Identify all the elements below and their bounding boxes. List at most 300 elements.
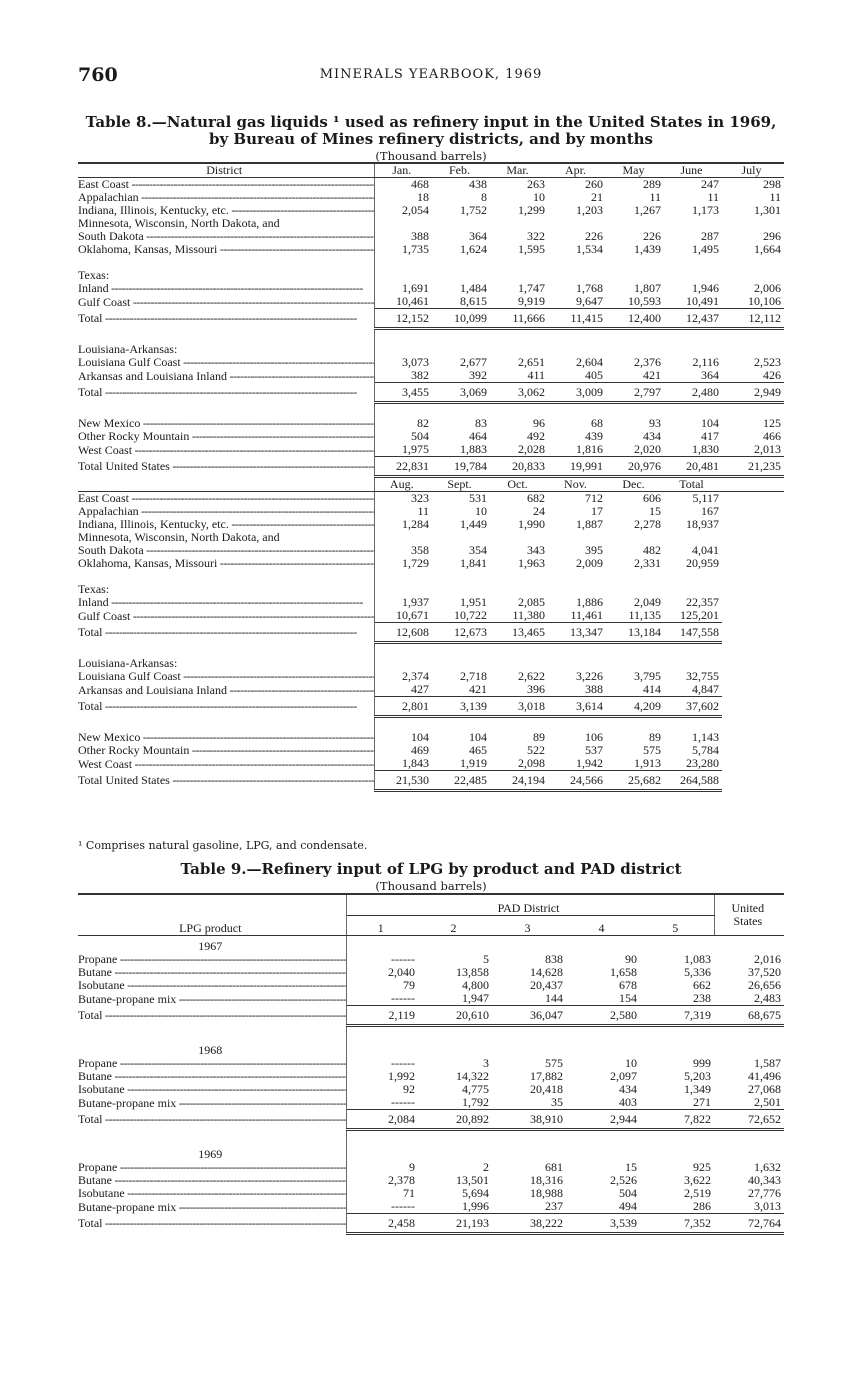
table-row	[78, 731, 784, 744]
spacer-cell	[432, 570, 490, 583]
empty-cell	[566, 1040, 640, 1057]
value-cell: 287	[701, 230, 719, 243]
value-cell: 1,299	[518, 204, 545, 217]
table-row	[78, 1057, 784, 1070]
spacer-row	[78, 570, 784, 583]
spacer-cell	[640, 1130, 714, 1145]
value-cell: 12,673	[432, 623, 490, 643]
value-cell: 9	[409, 1161, 415, 1174]
value-cell: 2,801	[374, 697, 432, 717]
spacer-cell	[722, 570, 784, 583]
value-cell: 382	[411, 369, 429, 382]
value-cell: 68	[591, 417, 603, 430]
empty-cell	[664, 217, 722, 230]
spacer-cell	[374, 643, 432, 658]
row-label: Inland -----	[78, 596, 363, 609]
total-row	[78, 1214, 784, 1234]
value-cell: 522	[527, 744, 545, 757]
value-cell: 681	[545, 1161, 563, 1174]
empty-cell	[722, 343, 784, 356]
row-label-cell	[78, 953, 346, 966]
spacer-cell	[722, 643, 784, 658]
value-cell: 1,484	[460, 282, 487, 295]
value-cell: 11,415	[548, 309, 606, 329]
empty-cell	[714, 1144, 784, 1161]
spacer-cell	[548, 570, 606, 583]
value-cell: 17	[591, 505, 603, 518]
value-cell: 1,658	[610, 966, 637, 979]
value-cell: 575	[545, 1057, 563, 1070]
value-cell: 10,106	[748, 295, 781, 308]
row-label-cell	[78, 771, 374, 791]
empty-cell	[490, 269, 548, 282]
empty-cell	[664, 343, 722, 356]
value-cell: 2,040	[388, 966, 415, 979]
spacer-cell	[722, 403, 784, 418]
district-number-header: 5	[640, 915, 714, 935]
value-cell: 3,539	[566, 1214, 640, 1234]
table-row	[78, 356, 784, 369]
row-label: Louisiana Gulf Coast -----	[78, 670, 374, 683]
value-cell: 38,910	[492, 1110, 566, 1130]
value-cell: 421	[643, 369, 661, 382]
value-cell: ------	[391, 1200, 415, 1213]
spacer-cell	[418, 1026, 492, 1041]
value-cell: 537	[585, 744, 603, 757]
value-cell: 2,604	[576, 356, 603, 369]
spacer-cell	[374, 570, 432, 583]
empty-cell	[606, 343, 664, 356]
spacer-cell	[432, 717, 490, 732]
table-row	[78, 430, 784, 443]
spacer-cell	[490, 570, 548, 583]
table-row	[78, 178, 784, 192]
value-cell: 466	[763, 430, 781, 443]
value-cell: 93	[649, 417, 661, 430]
value-cell: 11,461	[570, 609, 603, 622]
value-cell: 1,752	[460, 204, 487, 217]
total-row	[78, 309, 784, 329]
value-cell: 1,632	[754, 1161, 782, 1174]
spacer-cell	[346, 1130, 418, 1145]
table8-title-line1: Table 8.—Natural gas liquids ¹ used as refinery input in the United States in 1969,	[85, 113, 777, 131]
table-row	[78, 1161, 784, 1174]
value-cell: 12,437	[664, 309, 722, 329]
value-cell: 465	[469, 744, 487, 757]
spacer-cell	[490, 329, 548, 344]
row-label: Total -----	[78, 625, 357, 639]
row-label-cell	[78, 295, 374, 309]
value-cell: 2,278	[634, 518, 661, 531]
row-label: Minnesota, Wisconsin, North Dakota, and	[78, 217, 374, 230]
empty-cell	[606, 583, 664, 596]
month-header: Nov.	[548, 477, 606, 492]
value-cell: 7,319	[640, 1006, 714, 1026]
row-label-cell	[78, 518, 374, 531]
empty-cell	[346, 1040, 418, 1057]
spacer-cell	[432, 403, 490, 418]
value-cell: 3,226	[576, 670, 603, 683]
empty-cell	[432, 531, 490, 544]
value-cell: 72,652	[714, 1110, 784, 1130]
value-cell: 25,682	[606, 771, 664, 791]
spacer-cell	[664, 256, 722, 269]
row-label: Total United States -----	[78, 773, 374, 787]
empty-cell	[640, 1144, 714, 1161]
row-label-cell	[78, 204, 374, 217]
value-cell: 1,495	[692, 243, 719, 256]
table8-header-row-2	[78, 477, 784, 492]
pad-district-header: PAD District	[346, 894, 714, 915]
value-cell: 492	[527, 430, 545, 443]
united-states-header-2: States	[733, 914, 763, 928]
empty-cell	[548, 583, 606, 596]
value-cell: 1,937	[402, 596, 429, 609]
row-label: East Coast -----	[78, 178, 374, 192]
empty-cell	[722, 518, 784, 531]
value-cell: 2,013	[754, 443, 781, 456]
value-cell: 1,830	[692, 443, 719, 456]
value-cell: 40,343	[748, 1174, 782, 1187]
value-cell: 3,139	[432, 697, 490, 717]
empty-cell	[714, 936, 784, 954]
value-cell: 41,496	[748, 1070, 782, 1083]
empty-cell	[722, 596, 784, 609]
value-cell: 20,892	[418, 1110, 492, 1130]
value-cell: 22,485	[432, 771, 490, 791]
empty-cell	[374, 217, 432, 230]
row-label: New Mexico -----	[78, 417, 374, 430]
spacer-row	[78, 1026, 784, 1041]
value-cell: 2,098	[518, 757, 545, 770]
value-cell: 24	[533, 505, 545, 518]
value-cell: 11	[769, 191, 781, 204]
row-label-cell	[78, 1161, 346, 1174]
row-label-cell	[78, 191, 374, 204]
table-row	[78, 243, 784, 256]
empty-cell	[490, 657, 548, 670]
spacer-row	[78, 717, 784, 732]
value-cell: 263	[527, 177, 545, 191]
value-cell: 396	[527, 683, 545, 696]
group-label-row	[78, 531, 784, 544]
row-label-cell	[78, 557, 374, 570]
year-label: 1968	[78, 1040, 346, 1057]
lpg-product-header: LPG product	[78, 894, 346, 936]
value-cell: 1,990	[518, 518, 545, 531]
table8-title-line2: by Bureau of Mines refinery districts, and by months	[209, 130, 653, 148]
empty-cell	[722, 557, 784, 570]
value-cell: 17,882	[530, 1070, 563, 1083]
row-label: Total -----	[78, 1112, 346, 1126]
table-row	[78, 744, 784, 757]
value-cell: 19,784	[432, 457, 490, 477]
row-label-cell	[78, 1174, 346, 1187]
total-row	[78, 623, 784, 643]
value-cell: 388	[411, 230, 429, 243]
blank-header	[722, 477, 784, 492]
spacer-cell	[78, 570, 374, 583]
value-cell: 260	[585, 177, 603, 191]
year-label: 1969	[78, 1144, 346, 1161]
row-label: West Coast -----	[78, 443, 374, 457]
value-cell: 364	[469, 230, 487, 243]
spacer-cell	[346, 1026, 418, 1041]
row-label-cell	[78, 457, 374, 477]
empty-cell	[722, 731, 784, 744]
row-label: Arkansas and Louisiana Inland -----	[78, 683, 374, 697]
value-cell: 9,919	[518, 295, 545, 308]
value-cell: 2,523	[754, 356, 781, 369]
row-label: Isobutane -----	[78, 1187, 346, 1200]
value-cell: 27,776	[748, 1187, 782, 1200]
value-cell: 1,349	[684, 1083, 712, 1096]
spacer-cell	[374, 403, 432, 418]
spacer-cell	[490, 643, 548, 658]
value-cell: 1,975	[402, 443, 429, 456]
value-cell: 494	[619, 1200, 637, 1213]
value-cell: 2,376	[634, 356, 661, 369]
row-label-cell	[78, 1200, 346, 1214]
empty-cell	[606, 269, 664, 282]
value-cell: 469	[411, 744, 429, 757]
value-cell: 1,792	[462, 1096, 489, 1109]
table9-title: Table 9.—Refinery input of LPG by product and PAD district	[180, 860, 682, 878]
value-cell: 90	[625, 953, 637, 966]
empty-cell	[346, 936, 418, 954]
value-cell: 20,959	[686, 557, 719, 570]
value-cell: 322	[527, 230, 545, 243]
row-label-cell	[78, 1057, 346, 1070]
row-label: Propane -----	[78, 1057, 346, 1070]
value-cell: 1,887	[576, 518, 603, 531]
month-header: Oct.	[490, 477, 548, 492]
value-cell: 13,465	[490, 623, 548, 643]
empty-cell	[548, 269, 606, 282]
row-label: New Mexico -----	[78, 731, 374, 744]
value-cell: 414	[643, 683, 661, 696]
value-cell: 4,775	[462, 1083, 489, 1096]
value-cell: 531	[469, 491, 487, 505]
value-cell: 606	[643, 491, 661, 505]
value-cell: 5,203	[684, 1070, 712, 1083]
value-cell: 3,622	[684, 1174, 712, 1187]
spacer-cell	[714, 1026, 784, 1041]
value-cell: 2,651	[518, 356, 545, 369]
row-label-cell	[78, 417, 374, 430]
value-cell: 2,009	[576, 557, 603, 570]
row-label: Total -----	[78, 1008, 346, 1022]
row-label: Butane-propane mix -----	[78, 1096, 346, 1110]
row-label: South Dakota -----	[78, 544, 374, 557]
value-cell: 5	[483, 953, 489, 966]
value-cell: 1,439	[634, 243, 661, 256]
empty-cell	[374, 657, 432, 670]
row-label-cell	[78, 1214, 346, 1234]
value-cell: 403	[619, 1096, 637, 1109]
spacer-cell	[492, 1130, 566, 1145]
value-cell: 125	[763, 417, 781, 430]
value-cell: 1,883	[460, 443, 487, 456]
value-cell: 2,480	[664, 383, 722, 403]
value-cell: 1,729	[402, 557, 429, 570]
empty-cell	[566, 936, 640, 954]
value-cell: 22,357	[686, 596, 719, 609]
value-cell: 3,018	[490, 697, 548, 717]
month-header: June	[664, 163, 722, 178]
spacer-cell	[418, 1130, 492, 1145]
value-cell: 1,963	[518, 557, 545, 570]
value-cell: 1,992	[388, 1070, 415, 1083]
row-label: Total -----	[78, 699, 357, 713]
district-number-header: 1	[346, 915, 418, 935]
spacer-cell	[490, 717, 548, 732]
value-cell: 27,068	[748, 1083, 782, 1096]
value-cell: 13,347	[548, 623, 606, 643]
row-label: Appalachian -----	[78, 505, 374, 518]
spacer-cell	[722, 256, 784, 269]
value-cell: 20,481	[664, 457, 722, 477]
value-cell: 10,099	[432, 309, 490, 329]
month-header: Feb.	[432, 163, 490, 178]
value-cell: 296	[763, 230, 781, 243]
value-cell: 1,843	[402, 757, 429, 770]
value-cell: 289	[643, 177, 661, 191]
value-cell: 1,996	[462, 1200, 489, 1213]
district-header-blank	[78, 477, 374, 492]
row-label-cell	[78, 383, 374, 403]
value-cell: 3,009	[548, 383, 606, 403]
value-cell: 10,461	[396, 295, 429, 308]
value-cell: 3,795	[634, 670, 661, 683]
value-cell: 226	[585, 230, 603, 243]
table-row	[78, 417, 784, 430]
empty-cell	[714, 1040, 784, 1057]
value-cell: 21,530	[374, 771, 432, 791]
spacer-cell	[664, 329, 722, 344]
table-row	[78, 1187, 784, 1200]
value-cell: 1,919	[460, 757, 487, 770]
value-cell: 12,112	[722, 309, 784, 329]
value-cell: 2,622	[518, 670, 545, 683]
row-label: Minnesota, Wisconsin, North Dakota, and	[78, 531, 374, 544]
table-row	[78, 1096, 784, 1110]
value-cell: 388	[585, 683, 603, 696]
value-cell: 37,520	[748, 966, 782, 979]
value-cell: 1,284	[402, 518, 429, 531]
value-cell: 1,951	[460, 596, 487, 609]
spacer-cell	[640, 1026, 714, 1041]
running-title: MINERALS YEARBOOK, 1969	[319, 67, 543, 82]
value-cell: 5,694	[462, 1187, 489, 1200]
value-cell: 13,858	[456, 966, 489, 979]
spacer-row	[78, 329, 784, 344]
value-cell: 2,483	[754, 992, 782, 1005]
empty-cell	[722, 744, 784, 757]
value-cell: 167	[701, 505, 719, 518]
value-cell: 1,768	[576, 282, 603, 295]
table-row	[78, 1174, 784, 1187]
value-cell: 1,203	[576, 204, 603, 217]
value-cell: 12,152	[374, 309, 432, 329]
empty-cell	[548, 343, 606, 356]
district-number-header: 2	[418, 915, 492, 935]
table-row	[78, 295, 784, 309]
spacer-cell	[606, 717, 664, 732]
value-cell: 7,822	[640, 1110, 714, 1130]
value-cell: 395	[585, 544, 603, 557]
value-cell: 5,784	[692, 744, 719, 757]
empty-cell	[722, 544, 784, 557]
spacer-cell	[548, 717, 606, 732]
spacer-cell	[374, 329, 432, 344]
value-cell: 264,588	[664, 771, 722, 791]
table8-unit: (Thousand barrels)	[375, 149, 487, 163]
spacer-cell	[432, 643, 490, 658]
table-row	[78, 1200, 784, 1214]
value-cell: 11,135	[628, 609, 661, 622]
value-cell: 11	[417, 505, 429, 518]
row-label-cell	[78, 1083, 346, 1096]
row-label: Other Rocky Mountain -----	[78, 430, 374, 443]
value-cell: 2,797	[606, 383, 664, 403]
empty-cell	[490, 583, 548, 596]
table-row	[78, 596, 784, 609]
spacer-cell	[606, 643, 664, 658]
value-cell: 575	[643, 744, 661, 757]
value-cell: ------	[391, 1057, 415, 1070]
group-label-row	[78, 217, 784, 230]
empty-cell	[566, 1144, 640, 1161]
group-label-row	[78, 583, 784, 596]
value-cell: 999	[693, 1057, 712, 1070]
value-cell: 678	[619, 979, 637, 992]
month-header: Aug.	[374, 477, 432, 492]
empty-cell	[432, 269, 490, 282]
value-cell: 10,593	[628, 295, 661, 308]
value-cell: 343	[527, 544, 545, 557]
row-label-cell	[78, 683, 374, 697]
value-cell: 1,913	[634, 757, 661, 770]
value-cell: 2,054	[402, 204, 429, 217]
row-label: Louisiana-Arkansas:	[78, 657, 374, 670]
row-label: Appalachian -----	[78, 191, 374, 204]
value-cell: 3,614	[548, 697, 606, 717]
value-cell: 392	[469, 369, 487, 382]
value-cell: 286	[693, 1200, 712, 1213]
table-row	[78, 757, 784, 771]
total-row	[78, 457, 784, 477]
table-row	[78, 609, 784, 623]
value-cell: 2,049	[634, 596, 661, 609]
group-label-row	[78, 657, 784, 670]
value-cell: ------	[391, 992, 415, 1005]
value-cell: 712	[585, 491, 603, 505]
value-cell: 1,595	[518, 243, 545, 256]
empty-cell	[722, 683, 784, 697]
value-cell: 504	[619, 1187, 637, 1200]
empty-cell	[722, 697, 784, 717]
spacer-cell	[606, 256, 664, 269]
value-cell: 358	[411, 544, 429, 557]
value-cell: 3	[483, 1057, 489, 1070]
value-cell: 2,944	[566, 1110, 640, 1130]
row-label-cell	[78, 731, 374, 744]
row-label: Isobutane -----	[78, 979, 346, 992]
value-cell: 411	[527, 369, 545, 382]
spacer-cell	[722, 329, 784, 344]
empty-cell	[374, 269, 432, 282]
